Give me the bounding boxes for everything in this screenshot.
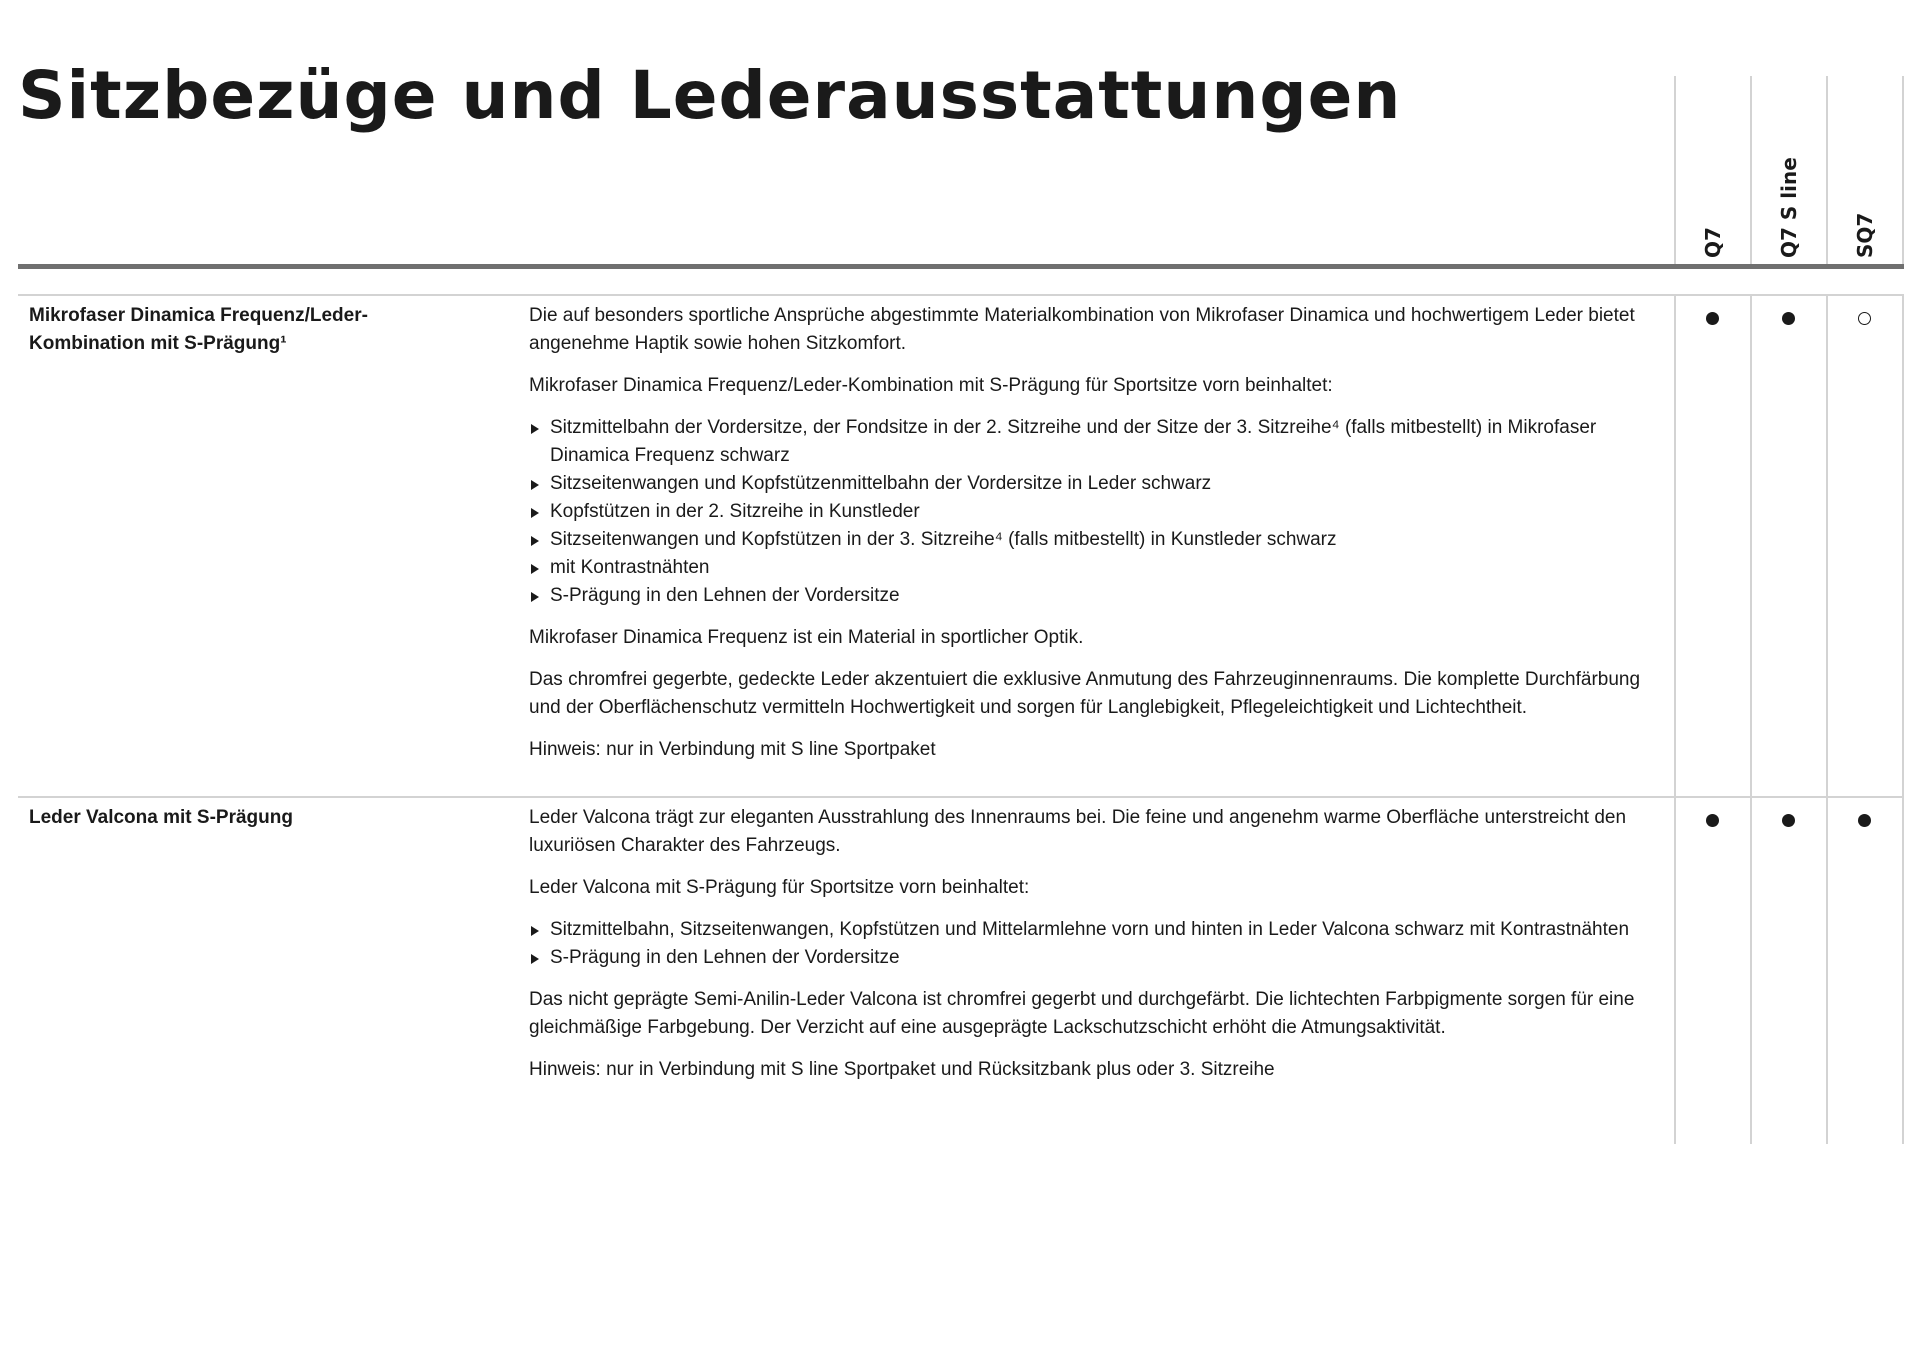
feature-list-item — [529, 470, 1659, 498]
model-column-divider — [1674, 76, 1676, 264]
row-description — [529, 804, 1659, 1098]
feature-list-item — [529, 916, 1659, 944]
feature-text: Sitzmittelbahn der Vordersitze, der Fondsitze in der 2. Sitzreihe und der Sitze der 3. Sitzreihe⁴ (falls mitbestellt) in Mikrofaser Dinamica Frequenz schwarz — [550, 417, 1597, 466]
triangle-bullet-icon — [531, 508, 539, 518]
feature-list — [529, 916, 1659, 972]
availability-q7 — [1706, 312, 1719, 325]
triangle-bullet-icon — [531, 480, 539, 490]
triangle-bullet-icon — [531, 926, 539, 936]
description-paragraph: Das nicht geprägte Semi-Anilin-Leder Valcona ist chromfrei gegerbt und durchgefärbt. Die lichtechten Farbpigmente sorgen für eine gleichmäßige Farbgebung. Der Verzicht auf eine ausgeprägte Lackschutzschicht erhöht die Atmungsaktivität. — [529, 989, 1635, 1038]
triangle-bullet-icon — [531, 954, 539, 964]
feature-list-item — [529, 498, 1659, 526]
triangle-bullet-icon — [531, 592, 539, 602]
model-header-label: Q7 — [1701, 227, 1725, 258]
equipment-row — [18, 798, 1904, 1144]
column-line — [1674, 798, 1676, 1144]
header-rule — [18, 264, 1904, 269]
column-line — [1750, 798, 1752, 1144]
description-paragraph: Das chromfrei gegerbte, gedeckte Leder akzentuiert die exklusive Anmutung des Fahrzeuginnenraums. Die komplette Durchfärbung und der Oberflächenschutz vermitteln Hochwertigkeit und sorgen für Langlebigkeit, Pflegeleichtigkeit und Lichtechtheit. — [529, 669, 1641, 718]
description-paragraph: Mikrofaser Dinamica Frequenz/Leder-Kombination mit S-Prägung für Sportsitze vorn beinhaltet: — [529, 375, 1333, 396]
row-title: Mikrofaser Dinamica Frequenz/Leder-Kombination mit S-Prägung¹ — [29, 305, 368, 354]
note-paragraph: Hinweis: nur in Verbindung mit S line Sportpaket — [529, 739, 936, 760]
column-line — [1826, 798, 1828, 1144]
feature-text: S-Prägung in den Lehnen der Vordersitze — [550, 947, 900, 968]
model-column-divider — [1902, 76, 1904, 264]
row-title: Leder Valcona mit S-Prägung — [29, 807, 293, 828]
model-header-label: SQ7 — [1853, 212, 1877, 258]
feature-text: Sitzmittelbahn, Sitzseitenwangen, Kopfstützen und Mittelarmlehne vorn und hinten in Leder Valcona schwarz mit Kontrastnähten — [550, 919, 1630, 940]
row-description — [529, 302, 1659, 778]
column-line — [1674, 296, 1676, 796]
feature-text: S-Prägung in den Lehnen der Vordersitze — [550, 585, 900, 606]
availability-q7-s-line — [1782, 814, 1795, 827]
column-line — [1750, 296, 1752, 796]
note-paragraph: Hinweis: nur in Verbindung mit S line Sportpaket und Rücksitzbank plus oder 3. Sitzreihe — [529, 1059, 1275, 1080]
triangle-bullet-icon — [531, 564, 539, 574]
feature-list-item — [529, 582, 1659, 610]
description-paragraph: Leder Valcona mit S-Prägung für Sportsitze vorn beinhaltet: — [529, 877, 1030, 898]
equipment-row — [18, 296, 1904, 796]
triangle-bullet-icon — [531, 536, 539, 546]
triangle-bullet-icon — [531, 424, 539, 434]
availability-q7 — [1706, 814, 1719, 827]
description-paragraph: Leder Valcona trägt zur eleganten Ausstrahlung des Innenraums bei. Die feine und angenehm warme Oberfläche unterstreicht den luxuriösen Charakter des Fahrzeugs. — [529, 807, 1627, 856]
feature-list-item — [529, 526, 1659, 554]
column-line — [1826, 296, 1828, 796]
model-header-label: Q7 S line — [1777, 157, 1801, 258]
availability-sq7 — [1858, 312, 1871, 325]
model-column-divider — [1750, 76, 1752, 264]
feature-list-item — [529, 414, 1659, 470]
feature-list-item — [529, 554, 1659, 582]
feature-text: Sitzseitenwangen und Kopfstützen in der 3. Sitzreihe⁴ (falls mitbestellt) in Kunstleder schwarz — [550, 529, 1337, 550]
feature-text: Sitzseitenwangen und Kopfstützenmittelbahn der Vordersitze in Leder schwarz — [550, 473, 1212, 494]
feature-list — [529, 414, 1659, 610]
model-column-divider — [1826, 76, 1828, 264]
description-paragraph: Die auf besonders sportliche Ansprüche abgestimmte Materialkombination von Mikrofaser Dinamica und hochwertigem Leder bietet angenehme Haptik sowie hohen Sitzkomfort. — [529, 305, 1635, 354]
feature-text: mit Kontrastnähten — [550, 557, 710, 578]
availability-q7-s-line — [1782, 312, 1795, 325]
description-paragraph: Mikrofaser Dinamica Frequenz ist ein Material in sportlicher Optik. — [529, 627, 1084, 648]
column-line — [1902, 798, 1904, 1144]
feature-text: Kopfstützen in der 2. Sitzreihe in Kunstleder — [550, 501, 920, 522]
page-title: Sitzbezüge und Lederausstattungen — [18, 57, 1402, 134]
column-line — [1902, 296, 1904, 796]
availability-sq7 — [1858, 814, 1871, 827]
feature-list-item — [529, 944, 1659, 972]
